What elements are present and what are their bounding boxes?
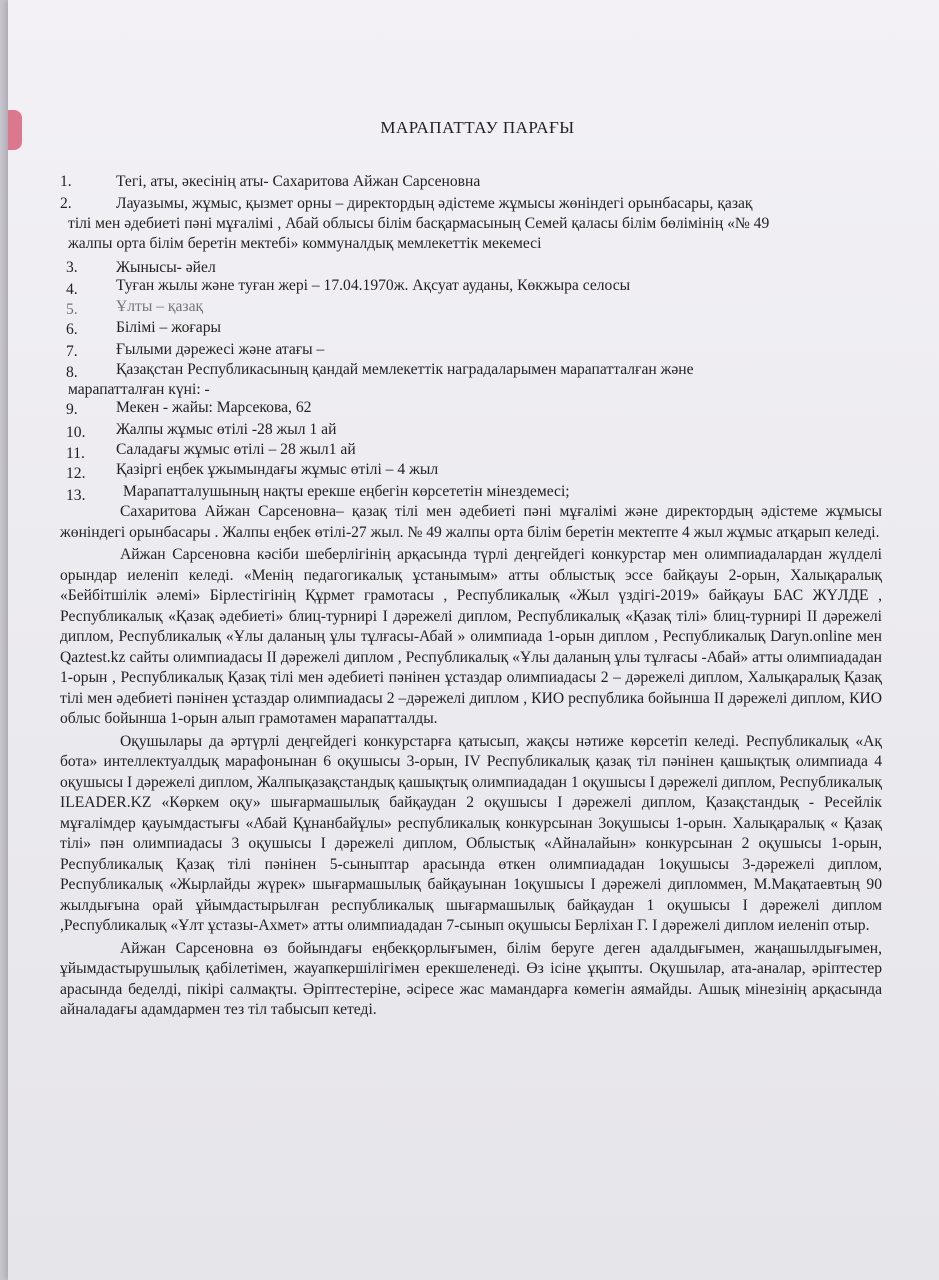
list-item-number: 11. <box>66 445 85 462</box>
list-item-number: 1. <box>60 173 72 190</box>
list-item-text: Марапатталушының нақты ерекше еңбегін көрсететін мінездемесі; <box>123 483 570 500</box>
paragraph: Айжан Сарсеновна кәсіби шеберлігінің арқасында түрлі деңгейдегі конкурстар мен олимпиадалардан жүлделі орындар иеленіп келеді. «Менің педагогикалық ұстанымым» атты облыстық эссе байқауы 2-орын, Халықаралық «Бейбітшілік әлемі» Бірлестігінің Құрмет грамотасы , Республикалық «Жыл үздігі-2019» байқауы БАС ЖҮЛДЕ , Республикалық «Қазақ әдебиеті» блиц-турнирі І дәрежелі диплом, Республикалық «Қазақ тілі» блиц-турнирі ІІ дәрежелі диплом, Республикалық «Ұлы даланың ұлы тұлғасы-Абай » олимпиада 1-орын диплом , Республикалық Daryn.online мен Qaztest.kz сайты олимпиадасы ІІ дәрежелі диплом , Республикалық «Ұлы даланың ұлы тұлғасы -Абай» атты олимпиададан 1-орын , Республикалық Қазақ тілі мен әдебиеті пәнінен ұстаздар олимпиадасы 2 – дәрежелі диплом, Халықаралық Қазақ тілі мен әдебиеті пәнінен ұстаздар олимпиадасы 2 –дәрежелі диплом , КИО республика бойынша ІІ дәрежелі диплом, КИО облыс бойынша 1-орын алып грамотамен марапатталды. <box>60 546 882 727</box>
list-item-text: Тегі, аты, әкесінің аты- Сахаритова Айжан Сарсеновна <box>116 173 481 190</box>
characteristic-text <box>60 502 882 1021</box>
list-item-number: 7. <box>66 343 78 360</box>
list-item-number: 2. <box>60 195 72 212</box>
list-item-text: Жынысы- әйел <box>116 259 216 276</box>
list-item-number: 8. <box>66 364 78 381</box>
list-item-text: Туған жылы және туған жері – 17.04.1970ж. Ақсуат ауданы, Көкжыра селосы <box>116 277 631 294</box>
list-item-text: Қазақстан Республикасының қандай мемлекеттік наградаларымен марапатталған және <box>116 361 694 378</box>
list-item-text: Саладағы жұмыс өтілі – 28 жыл1 ай <box>116 441 356 458</box>
list-item-number: 12. <box>66 465 86 482</box>
list-item-text: Лауазымы, жұмыс, қызмет орны – директордың әдістеме жұмысы жөніндегі орынбасары, қазақ <box>116 195 753 212</box>
list-item-text: Қазіргі еңбек ұжымындағы жұмыс өтілі – 4 жыл <box>116 461 439 478</box>
list-item-number: 13. <box>66 487 86 504</box>
paragraph: Айжан Сарсеновна өз бойындағы еңбекқорлығымен, білім беруге деген адалдығымен, жаңашылдығымен, ұйымдастырушылық қабілетімен, жауапкершілігімен ерекшеленеді. Өз ісіне ұқыпты. Оқушылар, ата-аналар, әріптестер арасында беделді, пікірі салмақты. Әріптестеріне, әсіресе жас мамандарға көмегін аямайды. Ашық мінезінің арқасында айналадағы адамдармен тез тіл табысып кетеді. <box>60 939 882 1018</box>
paragraph: Оқушылары да әртүрлі деңгейдегі конкурстарға қатысып, жақсы нәтиже көрсетіп келеді. Республикалық «Ақ бота» интеллектуалдық марафонынан 6 оқушысы 3-орын, ІV Республикалық қазақ тіл пәнінен қашықтық олимпиада 4 оқушысы І дәрежелі диплом, Жалпықазақстандық қашықтық олимпиададан 1 оқушысы І дәрежелі диплом, Республикалық ILEADER.KZ «Көркем оқу» шығармашылық байқаудан 2 оқушысы І дәрежелі диплом, Қазақстандық - Ресейлік мұғалімдер қауымдастығы «Абай Құнанбайұлы» республикалық конкурсынан 3оқушысы 1-орын. Халықаралық « Қазақ тілі» пән олимпиадасы 3 оқушысы І дәрежелі диплом, Облыстық «Айналайын» конкурсынан 2 оқушысы 1-орын, Республикалық Қазақ тілі пәнінен 5-сыныптар арасында өткен олимпиададан 1оқушысы 3-дәрежелі диплом, Республикалық «Жырлайды жүрек» шығармашылық байқауынан 1оқушысы І дәрежелі дипломмен, М.Мақатаевтың 90 жылдығына орай ұйымдастырылған республикалық шығармашылық байқаудан 1 оқушысы І дәрежелі диплом ,Республикалық «Ұлт ұстазы-Ахмет» атты олимпиададан 7-сынып оқушысы Берліхан Г. І дәрежелі диплом иеленіп отыр. <box>60 732 882 934</box>
list-item-text: Ғылыми дәрежесі және атағы – <box>116 341 325 358</box>
list-item-continuation: марапатталған күні: - <box>68 381 210 398</box>
list-item-number: 3. <box>66 259 78 276</box>
list-item-number: 4. <box>66 281 78 298</box>
document-page <box>8 0 939 1280</box>
list-item-text: Білімі – жоғары <box>116 319 221 336</box>
list-item-number: 10. <box>66 424 86 441</box>
list-item-continuation: жалпы орта білім беретін мектебі» коммуналдық мемлекеттік мекемесі <box>68 235 542 252</box>
list-item-text: Жалпы жұмыс өтілі -28 жыл 1 ай <box>116 421 337 438</box>
list-item-text: Мекен - жайы: Марсекова, 62 <box>116 399 312 416</box>
list-item-number: 9. <box>66 401 78 418</box>
list-item-continuation: тілі мен әдебиеті пәні мұғалімі , Абай облысы білім басқармасының Семей қаласы білім бөлімінің «№ 49 <box>68 215 770 232</box>
list-item-number: 6. <box>66 321 78 338</box>
list-item-number: 5. <box>66 301 78 318</box>
paragraph: Сахаритова Айжан Сарсеновна– қазақ тілі мен әдебиеті пәні мұғалімі және директордың әдістеме жұмысы жөніндегі орынбасары . Жалпы еңбек өтілі-27 жыл. № 49 жалпы орта білім беретін мектепте 4 жыл жұмыс атқарып келеді. <box>60 503 882 541</box>
document-title: МАРАПАТТАУ ПАРАҒЫ <box>380 118 575 137</box>
list-item-text: Ұлты – қазақ <box>116 298 204 315</box>
